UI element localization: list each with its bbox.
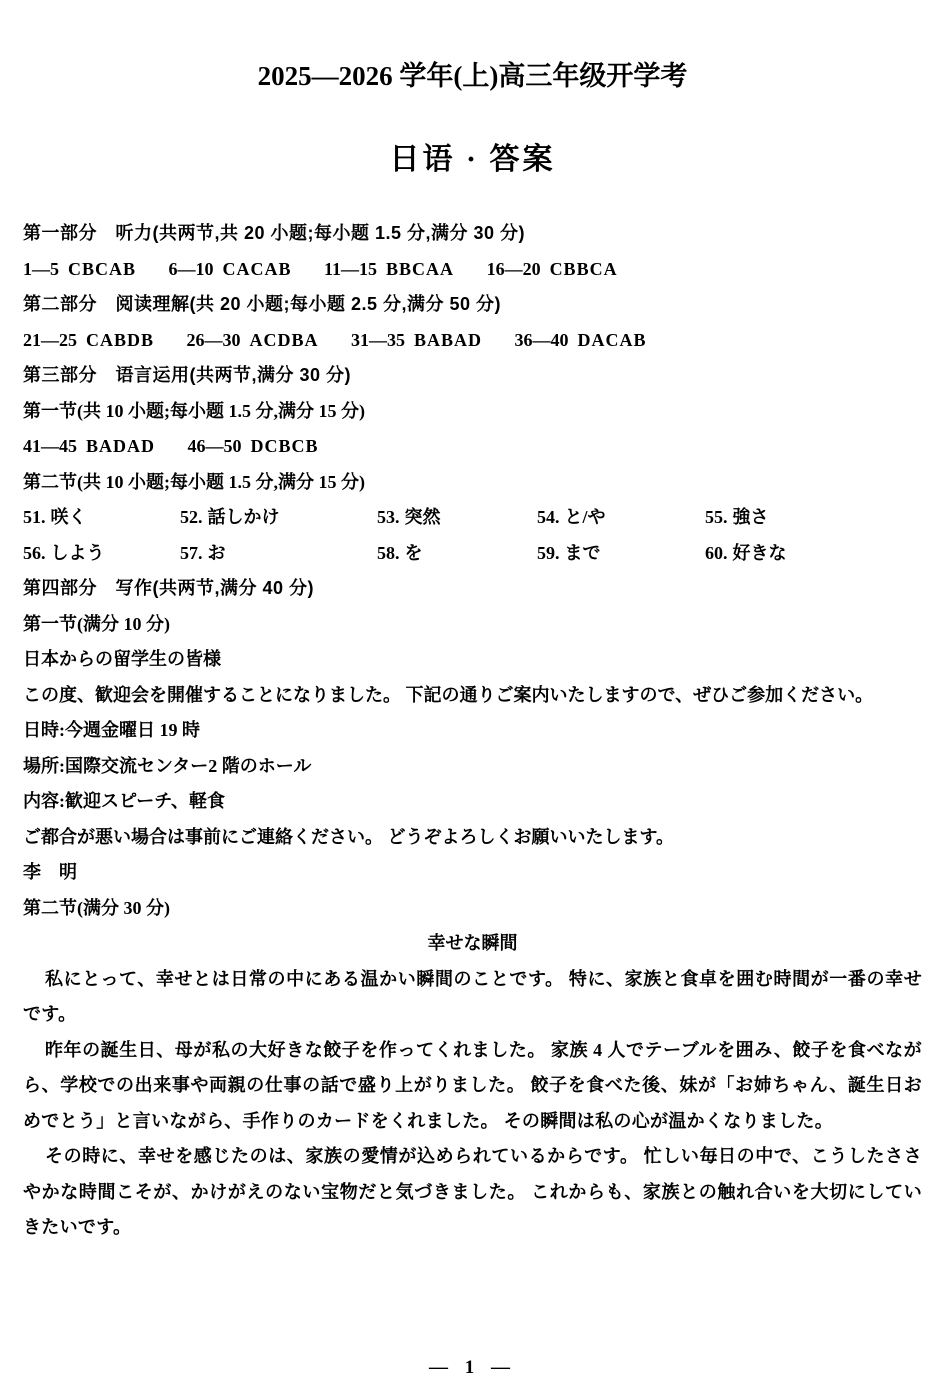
answer-letters: ACDBA	[249, 329, 319, 350]
fill-in-answer	[537, 500, 705, 536]
answer-text: と/や	[564, 507, 606, 527]
answer-letters: DACAB	[577, 329, 647, 350]
letter-place: 場所:国際交流センター2 階のホール	[23, 755, 312, 776]
question-number: 53.	[377, 507, 400, 527]
answer-group	[351, 330, 482, 350]
question-range: 26—30	[186, 329, 241, 350]
essay-paragraph: 昨年の誕生日、母が私の大好きな餃子を作ってくれました。 家族 4 人でテーブルを囲み、餃子を食べながら、学校での出来事や両親の仕事の話で盛り上がりました。 餃子を食べた後、妹が「お姉ちゃん、誕生日おめでとう」と言いながら、手作りのカードをくれました。 その瞬間は私の心が温かくなりました。	[23, 1039, 922, 1131]
answer-letters: BADAD	[86, 436, 156, 456]
part3-section2-label: 第二节(共 10 小题;每小题 1.5 分,满分 15 分)	[23, 471, 365, 492]
part4-section1-label: 第一节(满分 10 分)	[23, 613, 170, 634]
answer-letters: BBCAA	[386, 258, 455, 279]
question-range: 6—10	[168, 258, 214, 279]
letter-intro: この度、歓迎会を開催することになりました。 下記の通りご案内いたしますので、ぜひご参加ください。	[23, 684, 874, 705]
part2-reading-answers	[23, 323, 922, 359]
answer-letters: DCBCB	[250, 436, 319, 456]
question-number: 60.	[705, 542, 728, 563]
part4-heading: 第四部分 写作(共两节,满分 40 分)	[23, 578, 315, 598]
part3-heading: 第三部分 语言运用(共两节,满分 30 分)	[23, 365, 352, 385]
fill-in-answer	[705, 536, 922, 572]
question-range: 21—25	[23, 329, 77, 350]
answer-text: 強さ	[732, 507, 769, 527]
answer-text: お	[207, 542, 226, 563]
answer-text: 好きな	[732, 542, 787, 563]
essay-paragraph: 私にとって、幸せとは日常の中にある温かい瞬間のことです。 特に、家族と食卓を囲む時間が一番の幸せです。	[23, 968, 922, 1024]
answer-text: を	[404, 542, 423, 563]
question-number: 57.	[180, 542, 203, 563]
fill-in-answer	[23, 500, 180, 536]
answer-group	[187, 330, 319, 350]
question-range: 46—50	[187, 436, 242, 456]
answer-text: 突然	[404, 507, 441, 527]
answer-group	[23, 436, 155, 456]
answer-group	[23, 330, 154, 350]
letter-closing: ご都合が悪い場合は事前にご連絡ください。 どうぞよろしくお願いいたします。	[23, 826, 675, 847]
question-range: 36—40	[514, 329, 569, 350]
fill-in-answer	[23, 536, 180, 572]
part3-grammar-answers	[23, 429, 922, 465]
answer-group	[324, 259, 454, 279]
fill-in-answer	[377, 536, 537, 572]
fill-in-answer	[180, 500, 377, 536]
question-range: 41—45	[23, 436, 77, 456]
exam-title: 2025—2026 学年(上)高三年级开学考	[257, 61, 688, 91]
question-number: 55.	[705, 507, 728, 527]
question-number: 51.	[23, 507, 46, 527]
question-number: 58.	[377, 542, 400, 563]
answer-letters: CABDB	[86, 329, 155, 350]
question-number: 54.	[537, 507, 560, 527]
question-number: 52.	[180, 507, 203, 527]
subject-answer-subtitle: 日语 · 答案	[389, 143, 556, 176]
answer-text: まで	[564, 542, 601, 563]
question-range: 11—15	[324, 258, 378, 279]
answer-group	[487, 259, 618, 279]
answer-text: しよう	[50, 542, 105, 563]
letter-datetime: 日時:今週金曜日 19 時	[23, 720, 200, 740]
fill-in-answers-row2	[23, 536, 922, 572]
question-number: 59.	[537, 542, 560, 563]
fill-in-answer	[537, 536, 705, 572]
part1-listening-answers	[23, 252, 922, 288]
letter-signature: 李 明	[23, 862, 77, 882]
answer-letters: CACAB	[222, 258, 292, 279]
answer-letters: CBBCA	[549, 258, 618, 279]
part1-heading: 第一部分 听力(共两节,共 20 小题;每小题 1.5 分,满分 30 分)	[23, 223, 526, 243]
answer-group	[169, 259, 292, 279]
answer-letters: BABAD	[414, 329, 483, 350]
answer-text: 話しかけ	[207, 507, 280, 527]
answer-letters: CBCAB	[68, 258, 137, 279]
part2-heading: 第二部分 阅读理解(共 20 小题;每小题 2.5 分,满分 50 分)	[23, 294, 502, 314]
page-content	[0, 58, 945, 1246]
fill-in-answer	[180, 536, 377, 572]
fill-in-answers-row1	[23, 500, 922, 536]
essay-title: 幸せな瞬間	[427, 933, 518, 953]
answer-text: 咲く	[50, 507, 87, 527]
answer-group	[515, 330, 647, 350]
question-range: 31—35	[351, 329, 406, 350]
essay-paragraph: その時に、幸せを感じたのは、家族の愛情が込められているからです。 忙しい毎日の中で、こうしたささやかな時間こそが、かけがえのない宝物だと気づきました。 これからも、家族との触れ合いを大切にしていきたいです。	[23, 1146, 922, 1237]
page-number: — 1 —	[429, 1357, 516, 1378]
question-range: 16—20	[486, 258, 541, 279]
fill-in-answer	[377, 500, 537, 536]
answer-body	[23, 216, 922, 1246]
letter-items: 内容:歓迎スピーチ、軽食	[23, 791, 226, 811]
answer-group	[188, 436, 319, 456]
fill-in-answer	[705, 500, 922, 536]
question-number: 56.	[23, 542, 46, 563]
answer-group	[23, 259, 136, 279]
question-range: 1—5	[23, 258, 59, 279]
letter-salutation: 日本からの留学生の皆様	[23, 649, 221, 669]
part3-section1-label: 第一节(共 10 小题;每小题 1.5 分,满分 15 分)	[23, 400, 365, 421]
part4-section2-label: 第二节(满分 30 分)	[23, 897, 170, 918]
